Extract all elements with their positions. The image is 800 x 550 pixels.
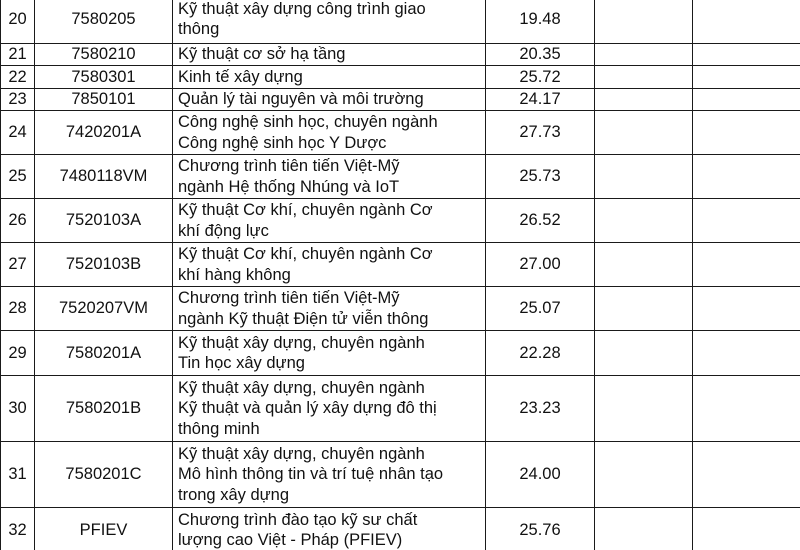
row-number: 20 <box>1 0 35 44</box>
row-number: 31 <box>1 442 35 508</box>
empty-cell <box>693 442 800 508</box>
empty-cell <box>595 287 693 331</box>
major-name-text: Kỹ thuật cơ sở hạ tầng <box>178 45 346 64</box>
empty-cell <box>595 66 693 89</box>
cutoff-score: 26.52 <box>486 199 595 243</box>
empty-cell <box>693 44 800 66</box>
major-code: 7580205 <box>35 0 173 44</box>
cutoff-score: 27.73 <box>486 111 595 155</box>
empty-cell <box>595 508 693 550</box>
table-row <box>1 44 800 66</box>
cutoff-score: 25.72 <box>486 66 595 89</box>
empty-cell <box>693 243 800 287</box>
table-row <box>1 376 800 442</box>
row-number: 32 <box>1 508 35 550</box>
major-code: 7480118VM <box>35 155 173 199</box>
cutoff-score: 27.00 <box>486 243 595 287</box>
row-number: 24 <box>1 111 35 155</box>
major-name-text: Kỹ thuật xây dựng, chuyên ngành Tin học xây dựng <box>178 333 425 372</box>
empty-cell <box>693 0 800 44</box>
major-name-text: Kỹ thuật Cơ khí, chuyên ngành Cơ khí động lực <box>178 201 433 240</box>
row-number: 28 <box>1 287 35 331</box>
empty-cell <box>595 442 693 508</box>
empty-cell <box>595 89 693 111</box>
major-name-text: Kỹ thuật xây dựng công trình giao thông <box>178 0 426 38</box>
table-row <box>1 89 800 111</box>
row-number: 30 <box>1 376 35 442</box>
table-row <box>1 331 800 376</box>
major-code: 7520103A <box>35 199 173 243</box>
cutoff-score: 25.73 <box>486 155 595 199</box>
row-number: 22 <box>1 66 35 89</box>
major-name <box>173 199 486 243</box>
major-name <box>173 442 486 508</box>
major-name-text: Kỹ thuật Cơ khí, chuyên ngành Cơ khí hàng không <box>178 245 433 284</box>
row-number: 25 <box>1 155 35 199</box>
cutoff-score: 20.35 <box>486 44 595 66</box>
cutoff-score: 23.23 <box>486 376 595 442</box>
empty-cell <box>693 66 800 89</box>
empty-cell <box>693 89 800 111</box>
empty-cell <box>595 44 693 66</box>
table-row <box>1 287 800 331</box>
table-row <box>1 111 800 155</box>
empty-cell <box>595 331 693 376</box>
table-row <box>1 442 800 508</box>
major-name-text: Chương trình đào tạo kỹ sư chất lượng cao Việt - Pháp (PFIEV) <box>178 510 418 549</box>
major-name <box>173 0 486 44</box>
major-name <box>173 508 486 550</box>
major-code: 7580201A <box>35 331 173 376</box>
cutoff-score: 25.76 <box>486 508 595 550</box>
major-code: 7520207VM <box>35 287 173 331</box>
row-number: 23 <box>1 89 35 111</box>
major-name <box>173 331 486 376</box>
major-name <box>173 111 486 155</box>
empty-cell <box>693 287 800 331</box>
empty-cell <box>693 199 800 243</box>
major-code: 7420201A <box>35 111 173 155</box>
cutoff-score: 24.17 <box>486 89 595 111</box>
empty-cell <box>693 508 800 550</box>
cutoff-score: 19.48 <box>486 0 595 44</box>
major-name <box>173 155 486 199</box>
table-row <box>1 199 800 243</box>
major-code: 7520103B <box>35 243 173 287</box>
empty-cell <box>693 331 800 376</box>
cutoff-score: 22.28 <box>486 331 595 376</box>
table-row <box>1 508 800 550</box>
row-number: 27 <box>1 243 35 287</box>
table-row <box>1 0 800 44</box>
table-body <box>1 0 800 550</box>
major-name-text: Kỹ thuật xây dựng, chuyên ngành Mô hình thông tin và trí tuệ nhân tạo trong xây dựng <box>178 444 444 504</box>
major-name <box>173 243 486 287</box>
major-code: 7580201C <box>35 442 173 508</box>
major-code: 7580201B <box>35 376 173 442</box>
empty-cell <box>595 243 693 287</box>
major-name-text: Kỹ thuật xây dựng, chuyên ngành Kỹ thuật và quản lý xây dựng đô thị thông minh <box>178 378 437 438</box>
major-name <box>173 287 486 331</box>
cutoff-score: 24.00 <box>486 442 595 508</box>
empty-cell <box>595 199 693 243</box>
table-row <box>1 155 800 199</box>
empty-cell <box>595 155 693 199</box>
empty-cell <box>693 155 800 199</box>
table-row <box>1 243 800 287</box>
major-name <box>173 44 486 66</box>
empty-cell <box>595 111 693 155</box>
major-name-text: Công nghệ sinh học, chuyên ngành Công nghệ sinh học Y Dược <box>178 113 438 152</box>
row-number: 21 <box>1 44 35 66</box>
cutoff-score: 25.07 <box>486 287 595 331</box>
major-name-text: Chương trình tiên tiến Việt-Mỹ ngành Hệ thống Nhúng và IoT <box>178 157 400 196</box>
major-code: 7580301 <box>35 66 173 89</box>
empty-cell <box>595 376 693 442</box>
major-code: PFIEV <box>35 508 173 550</box>
major-code: 7850101 <box>35 89 173 111</box>
major-name-text: Quản lý tài nguyên và môi trường <box>178 90 424 109</box>
empty-cell <box>595 0 693 44</box>
major-name <box>173 66 486 89</box>
major-name-text: Chương trình tiên tiến Việt-Mỹ ngành Kỹ thuật Điện tử viễn thông <box>178 289 429 328</box>
table-row <box>1 66 800 89</box>
major-name-text: Kinh tế xây dựng <box>178 67 303 86</box>
empty-cell <box>693 111 800 155</box>
major-code: 7580210 <box>35 44 173 66</box>
major-name <box>173 376 486 442</box>
row-number: 26 <box>1 199 35 243</box>
row-number: 29 <box>1 331 35 376</box>
empty-cell <box>693 376 800 442</box>
major-name <box>173 89 486 111</box>
